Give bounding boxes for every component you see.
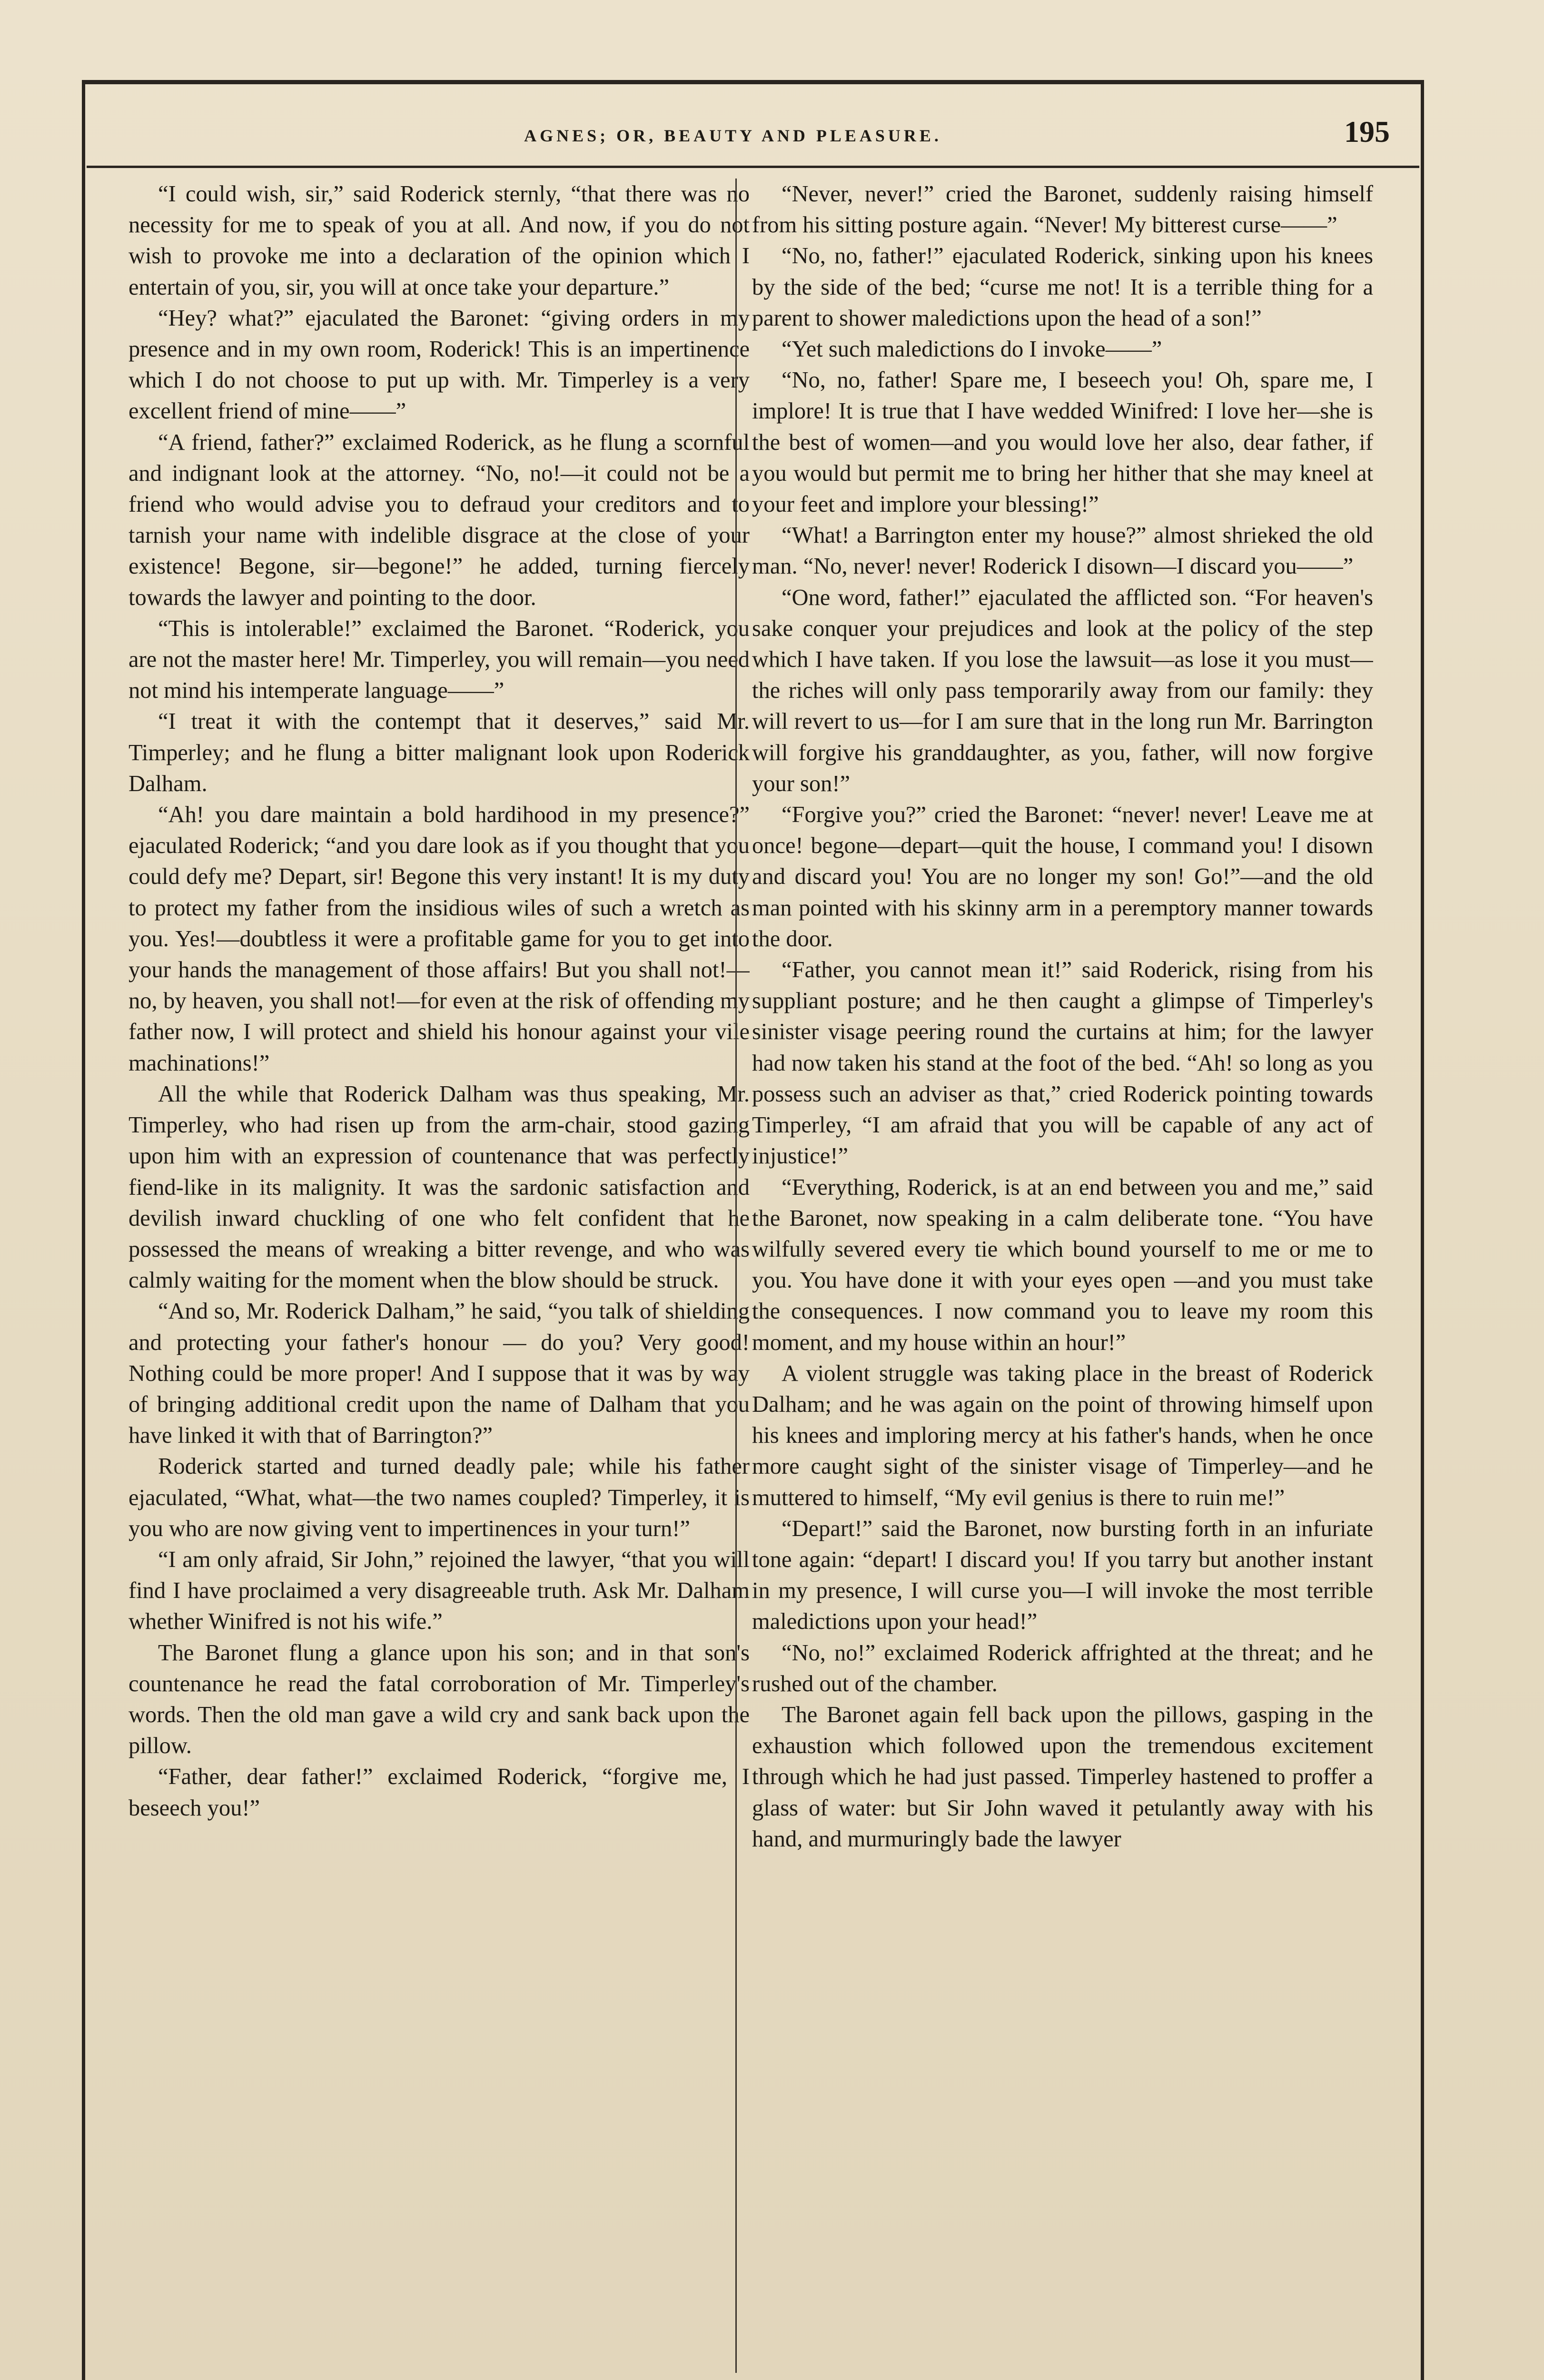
paragraph: “This is intolerable!” exclaimed the Baronet. “Roderick, you are not the master here! Mr. Timperley, you will remain—you need not mind his intemperate language——”: [129, 615, 750, 704]
paragraph: “What! a Barrington enter my house?” almost shrieked the old man. “No, never! never! Roderick I disown—I discard you——”: [752, 523, 1373, 579]
paragraph: “Depart!” said the Baronet, now bursting forth in an infuriate tone again: “depart! I discard you! If you tarry but another instant in my presence, I will curse you—I will invoke the most terrible maledictions upon your head!”: [752, 1516, 1373, 1635]
paragraph: All the while that Roderick Dalham was thus speaking, Mr. Timperley, who had risen up from the arm-chair, stood gazing upon him with an expression of countenance that was perfectly fiend-like in its malignity. It was the sardonic satisfaction and devilish inward chuckling of one who felt confident that he possessed the means of wreaking a bitter revenge, and who was calmly waiting for the moment when the blow should be struck.: [129, 1081, 750, 1293]
paragraph: “No, no, father! Spare me, I beseech you! Oh, spare me, I implore! It is true that I have wedded Winifred: I love her—she is the best of women—and you would love her also, dear father, if you would but permit me to bring her hither that she may kneel at your feet and implore your blessing!”: [752, 367, 1373, 517]
paragraph: “No, no!” exclaimed Roderick affrighted at the threat; and he rushed out of the chamber.: [752, 1640, 1373, 1696]
paragraph: “I treat it with the contempt that it deserves,” said Mr. Timperley; and he flung a bitter malignant look upon Roderick Dalham.: [129, 709, 750, 796]
paragraph: The Baronet again fell back upon the pillows, gasping in the exhaustion which followed upon the tremendous excitement through which he had just passed. Timperley hastened to proffer a glass of water: but Sir John waved it petulantly away with his hand, and murmuringly bade the lawyer: [752, 1702, 1373, 1852]
paragraph: “No, no, father!” ejaculated Roderick, sinking upon his knees by the side of the bed; “curse me not! It is a terrible thing for a parent to shower maledictions upon the head of a son!”: [752, 243, 1373, 331]
paragraph: The Baronet flung a glance upon his son; and in that son's countenance he read the fatal corroboration of Mr. Timperley's words. Then the old man gave a wild cry and sank back upon the pillow.: [129, 1640, 750, 1759]
header-rule: [87, 166, 1419, 168]
paragraph: “One word, father!” ejaculated the afflicted son. “For heaven's sake conquer your prejudices and look at the policy of the step which I have taken. If you lose the lawsuit—as lose it you must—the riches will only pass temporarily away from our family: they will revert to us—for I am sure that in the long run Mr. Barrington will forgive his granddaughter, as you, father, will now forgive your son!”: [752, 585, 1373, 796]
paragraph: “Father, you cannot mean it!” said Roderick, rising from his suppliant posture; and he then caught a glimpse of Timperley's sinister visage peering round the curtains at him; for the lawyer had now taken his stand at the foot of the bed. “Ah! so long as you possess such an adviser as that,” cried Roderick pointing towards Timperley, “I am afraid that you will be capable of any act of injustice!”: [752, 957, 1373, 1169]
paragraph: “I could wish, sir,” said Roderick sternly, “that there was no necessity for me to speak of you at all. And now, if you do not wish to provoke me into a declaration of the opinion which I entertain of you, sir, you will at once take your departure.”: [129, 181, 750, 300]
column-divider: [735, 178, 737, 2373]
page-number: 195: [1344, 115, 1390, 149]
paragraph: “I am only afraid, Sir John,” rejoined the lawyer, “that you will find I have proclaimed a very disagreeable truth. Ask Mr. Dalham whether Winifred is not his wife.”: [129, 1547, 750, 1635]
paragraph: Roderick started and turned deadly pale; while his father ejaculated, “What, what—the two names coupled? Timperley, it is you who are now giving vent to impertinences in your turn!”: [129, 1454, 750, 1541]
paragraph: “Everything, Roderick, is at an end between you and me,” said the Baronet, now speaking in a calm deliberate tone. “You have wilfully severed every tie which bound yourself to me or me to you. You have done it with your eyes open —and you must take the consequences. I now command you to leave my room this moment, and my house within an hour!”: [752, 1174, 1373, 1355]
paragraph: “Never, never!” cried the Baronet, suddenly raising himself from his sitting posture again. “Never! My bitterest curse——”: [752, 181, 1373, 238]
paragraph: “Yet such maledictions do I invoke——”: [782, 337, 1162, 362]
left-column: [129, 178, 750, 2378]
paragraph: “Ah! you dare maintain a bold hardihood in my presence?” ejaculated Roderick; “and you dare look as if you thought that you could defy me? Depart, sir! Begone this very instant! It is my duty to protect my father from the insidious wiles of such a wretch as you. Yes!—doubtless it were a profitable game for you to get into your hands the management of those affairs! But you shall not!—no, by heaven, you shall not!—for even at the risk of offending my father now, I will protect and shield his honour against your vile machinations!”: [129, 802, 750, 1076]
paragraph: “Hey? what?” ejaculated the Baronet: “giving orders in my presence and in my own room, Roderick! This is an impertinence which I do not choose to put up with. Mr. Timperley is a very excellent friend of mine——”: [129, 305, 750, 424]
running-title: AGNES; OR, BEAUTY AND PLEASURE.: [524, 126, 942, 145]
right-column: [752, 178, 1373, 2378]
running-header: [90, 109, 1390, 167]
paragraph: “And so, Mr. Roderick Dalham,” he said, “you talk of shielding and protecting your father's honour — do you? Very good! Nothing could be more proper! And I suppose that it was by way of bringing additional credit upon the name of Dalham that you have linked it with that of Barrington?”: [129, 1299, 750, 1448]
paragraph: A violent struggle was taking place in the breast of Roderick Dalham; and he was again on the point of throwing himself upon his knees and imploring mercy at his father's hands, when he once more caught sight of the sinister visage of Timperley—and he muttered to himself, “My evil genius is there to ruin me!”: [752, 1360, 1373, 1510]
paragraph: “A friend, father?” exclaimed Roderick, as he flung a scornful and indignant look at the attorney. “No, no!—it could not be a friend who would advise you to defraud your creditors and to tarnish your name with indelible disgrace at the close of your existence! Begone, sir—begone!” he added, turning fiercely towards the lawyer and pointing to the door.: [129, 429, 750, 610]
paragraph: “Forgive you?” cried the Baronet: “never! never! Leave me at once! begone—depart—quit the house, I command you! I disown and discard you! You are no longer my son! Go!”—and the old man pointed with his skinny arm in a peremptory manner towards the door.: [752, 802, 1373, 952]
paragraph: “Father, dear father!” exclaimed Roderick, “forgive me, I beseech you!”: [129, 1764, 750, 1821]
